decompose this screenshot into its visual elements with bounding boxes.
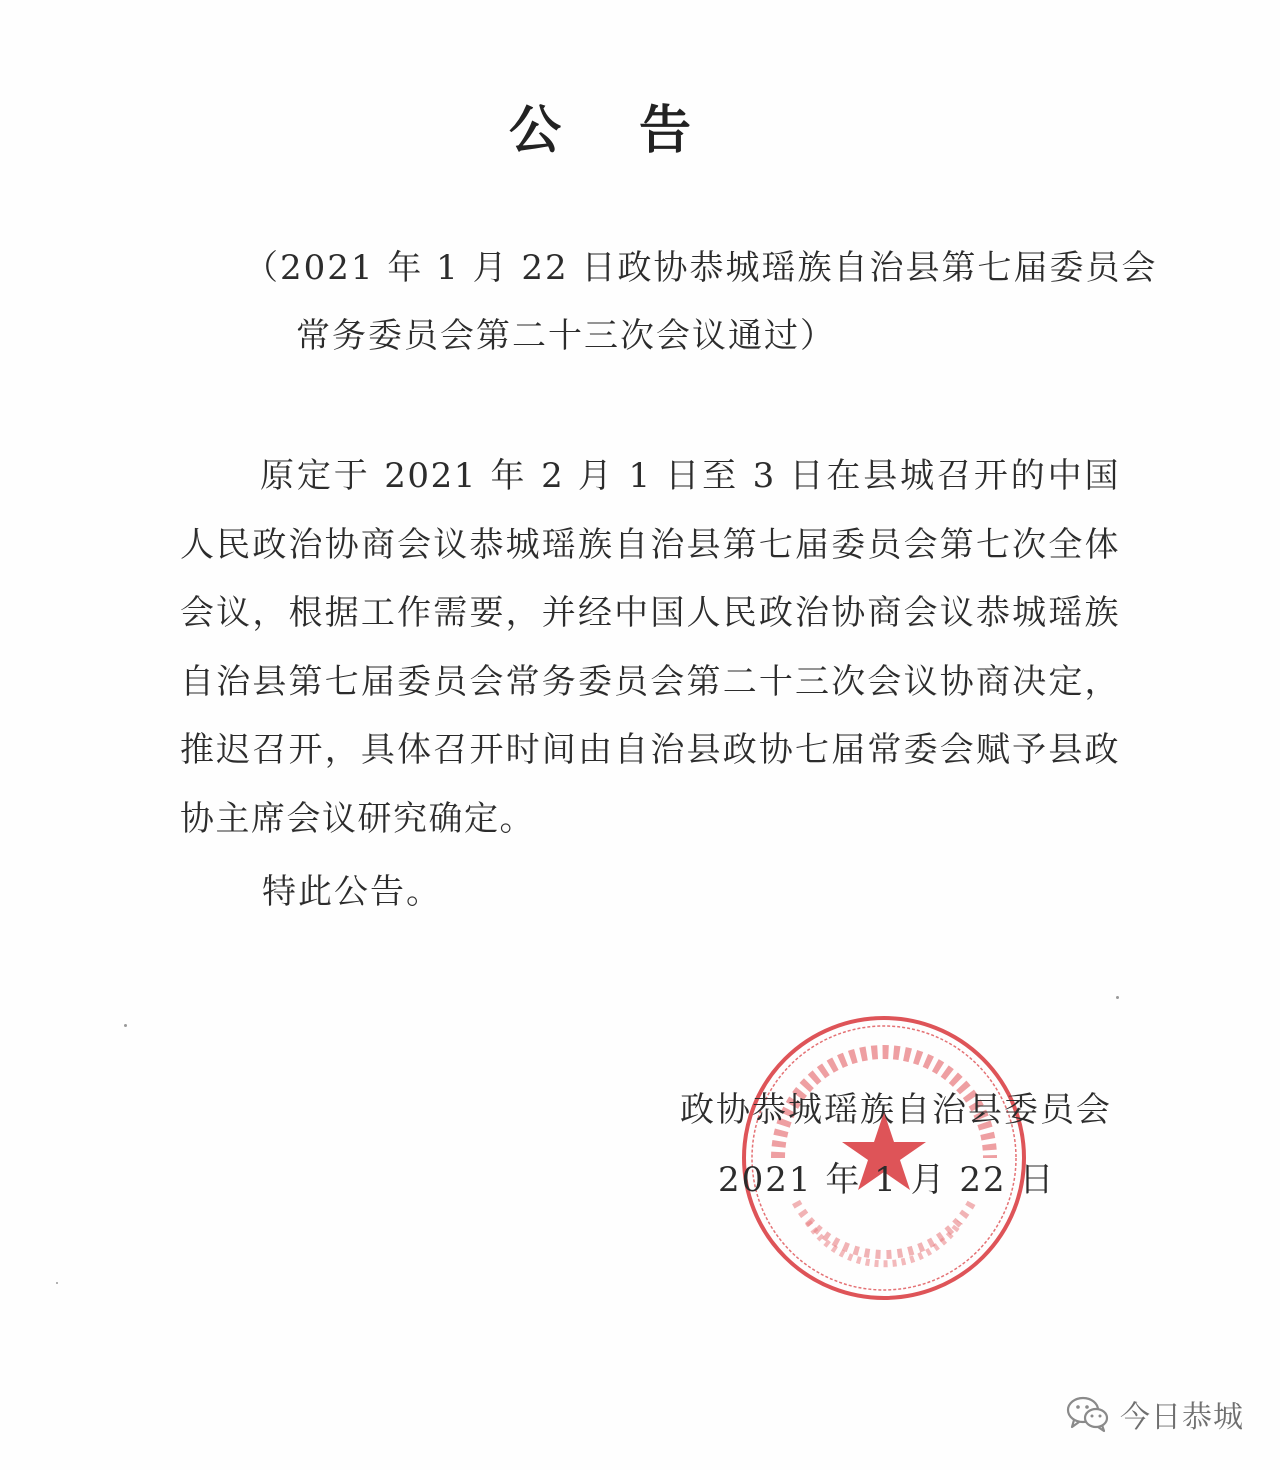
scan-speck [1116, 996, 1119, 999]
source-watermark [1066, 1392, 1244, 1436]
wechat-icon [1066, 1394, 1110, 1434]
watermark-label: 今日恭城 [1120, 1400, 1244, 1435]
document-title: 公告 [508, 101, 769, 161]
subtitle-line-1: （2021 年 1 月 22 日政协恭城瑶族自治县第七届委员会 [244, 248, 1158, 288]
scan-speck [124, 1024, 127, 1027]
signature-organization: 政协恭城瑶族自治县委员会 [680, 1090, 1112, 1130]
closing-text: 特此公告。 [262, 872, 442, 912]
signature-date: 2021 年 1 月 22 日 [718, 1160, 1056, 1200]
scan-speck [56, 1282, 58, 1284]
subtitle-line-2: 常务委员会第二十三次会议通过） [296, 316, 836, 356]
announcement-body: 原定于 2021 年 2 月 1 日至 3 日在县城召开的中国人民政治协商会议恭城瑶族自治县第七届委员会第七次全体会议，根据工作需要，并经中国人民政治协商会议恭城瑶族自治县第七届委员会常务委员会第二十三次会议协商决定，推迟召开，具体召开时间由自治县政协七届常委会赋予县政协主席会议研究确定。 [180, 456, 1120, 839]
